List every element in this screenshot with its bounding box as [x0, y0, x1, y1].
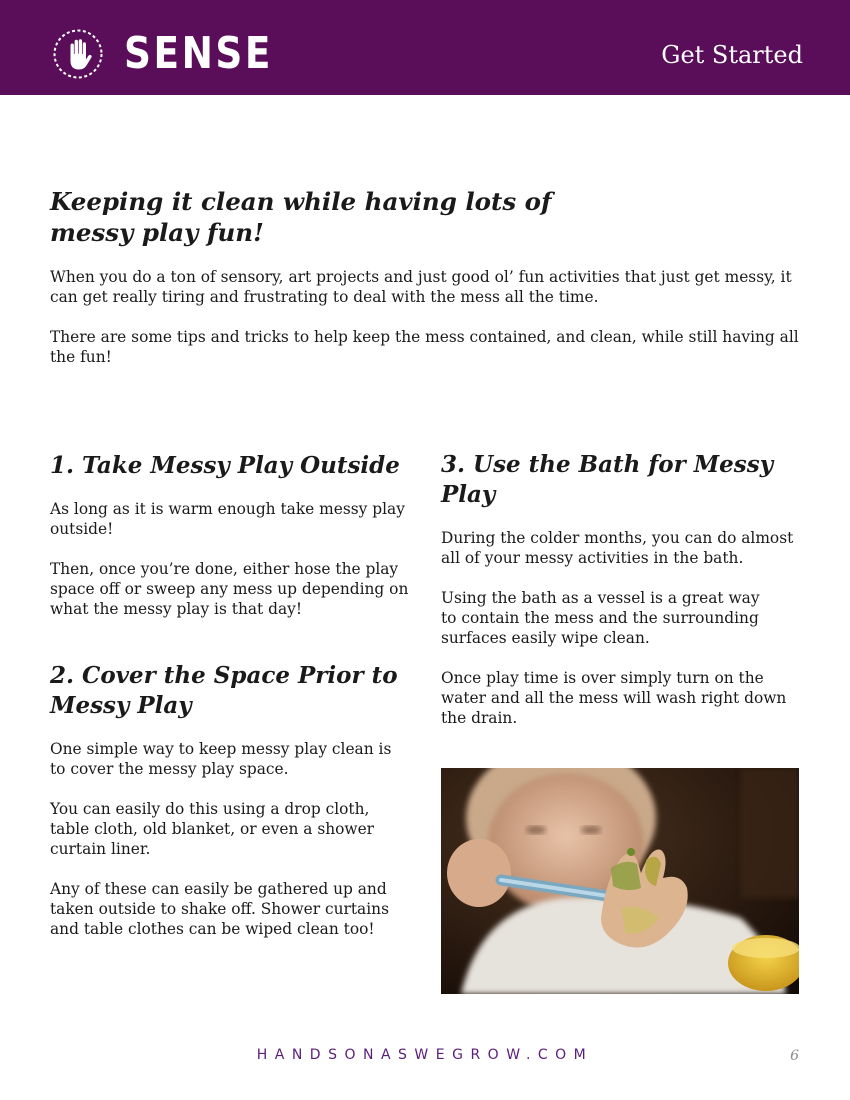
tip-3-paragraph-1: During the colder months, you can do almost all of your messy activities in the bath.	[441, 529, 794, 567]
tip-1-paragraph-2: Then, once you’re done, either hose the play space off or sweep any mess up depending on what the messy play is that day!	[50, 560, 409, 618]
hand-icon	[52, 28, 104, 80]
brand-logo[interactable]	[52, 28, 299, 80]
intro-paragraph-2: There are some tips and tricks to help keep the mess contained, and clean, while still having all the fun!	[50, 328, 799, 366]
tip-1-heading: 1. Take Messy Play Outside	[50, 452, 400, 479]
tip-2-section	[50, 661, 400, 939]
tip-3-paragraph-3: Once play time is over simply turn on the water and all the mess will wash right down the drain.	[441, 669, 787, 727]
page-number: 6	[790, 1048, 799, 1064]
tip-1-section	[50, 451, 415, 619]
brand-name: SENSE	[124, 28, 274, 79]
tip-2-heading: 2. Cover the Space Prior to Messy Play	[50, 662, 398, 719]
child-messy-play-photo	[441, 768, 799, 994]
tip-3-paragraph-2: Using the bath as a vessel is a great way to contain the mess and the surrounding surfaces easily wipe clean.	[441, 589, 760, 647]
footer-url[interactable]: HANDSONASWEGROW.COM	[256, 1047, 594, 1063]
tip-3-section	[441, 450, 801, 728]
header-bar	[0, 0, 850, 95]
intro-paragraph-1: When you do a ton of sensory, art projects and just good ol’ fun activities that just get messy, it can get really tiring and frustrating to deal with the mess all the time.	[50, 268, 792, 306]
tip-1-paragraph-1: As long as it is warm enough take messy play outside!	[50, 500, 405, 538]
tip-2-paragraph-3: Any of these can easily be gathered up and taken outside to shake off. Shower curtains and table clothes can be wiped clean too!	[50, 880, 389, 938]
page-title: Keeping it clean while having lots of messy play fun!	[50, 187, 552, 247]
tip-2-paragraph-2: You can easily do this using a drop cloth, table cloth, old blanket, or even a shower curtain liner.	[50, 800, 375, 858]
tip-2-paragraph-1: One simple way to keep messy play clean is to cover the messy play space.	[50, 740, 392, 778]
section-title: Get Started	[661, 41, 803, 69]
tip-3-heading: 3. Use the Bath for Messy Play	[441, 451, 774, 508]
